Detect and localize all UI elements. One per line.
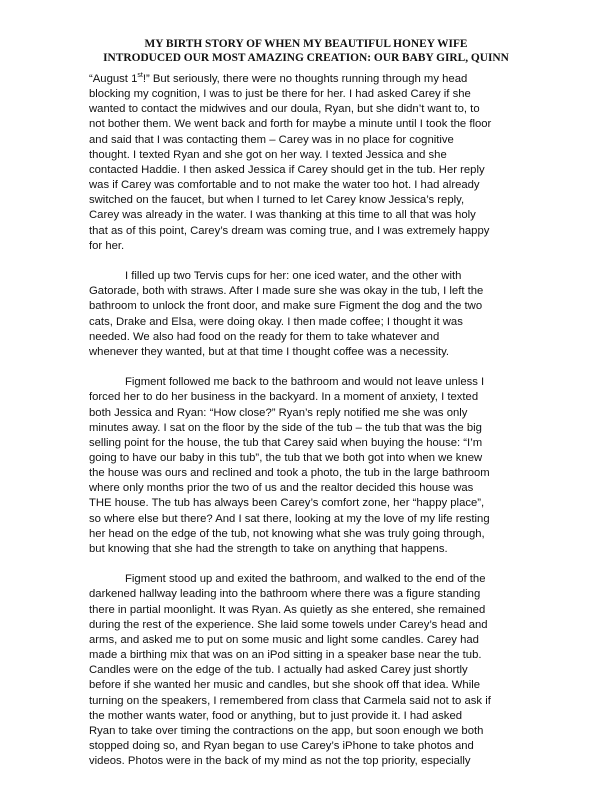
paragraph-line: bathroom to unlock the front door, and make sure Figment the dog and the two <box>89 300 483 313</box>
paragraph-line: that as of this point, Carey’s dream was coming true, and I was extremely happy <box>89 224 490 237</box>
paragraph-line: Figment stood up and exited the bathroom, and walked to the end of the <box>125 573 486 586</box>
paragraph-line: where only months prior the two of us and the realtor decided this house was <box>89 482 474 495</box>
paragraph-line: during the rest of the experience. She laid some towels under Carey’s head and <box>89 618 488 631</box>
paragraph-line: Carey was already in the water. I was thanking at this time to all that was holy <box>89 209 476 222</box>
paragraph-line: cats, Drake and Elsa, were doing okay. I then made coffee; I thought it was <box>89 315 463 328</box>
paragraph-line: Gatorade, both with straws. After I made sure she was okay in the tub, I left the <box>89 285 484 298</box>
paragraph-line: and said that I was contacting them – Carey was in no place for cognitive <box>89 133 454 146</box>
paragraph-2 <box>89 269 529 360</box>
paragraph-line: THE house. The tub has always been Carey’s comfort zone, her “happy place”, <box>89 497 485 510</box>
paragraph-line: her head on the edge of the tub, not knowing what she was truly going through, <box>89 527 485 540</box>
paragraph-line: thought. I texted Ryan and she got on her way. I texted Jessica and she <box>89 148 447 161</box>
paragraph-1 <box>89 72 529 254</box>
paragraph-line: the mother wants water, food or anything, but to just provide it. I had asked <box>89 709 463 722</box>
paragraph-line: needed. We also had food on the ready for them to take whatever and <box>89 330 440 343</box>
paragraph-line: made a birthing mix that was on an iPod sitting in a speaker base near the tub. <box>89 649 482 662</box>
paragraph-line: Figment followed me back to the bathroom and would not leave unless I <box>125 376 485 389</box>
paragraph-line: wanted to contact the midwives and our doula, Ryan, but she didn’t want to, to <box>89 103 480 116</box>
title-line-1: MY BIRTH STORY OF WHEN MY BEAUTIFUL HONEY WIFE <box>144 38 468 50</box>
document-title <box>60 37 552 65</box>
paragraph-line: minutes away. I sat on the floor by the side of the tub – the tub that was the big <box>89 421 482 434</box>
paragraph-line: going to have our baby in this tub”, the tub that we both got into when we knew <box>89 451 483 464</box>
paragraph-line: but knowing that she had the strength to take on anything that happens. <box>89 542 448 555</box>
paragraph-line: before if she wanted her music and candles, but she shook off that idea. While <box>89 679 481 692</box>
paragraph-line: Ryan to take over timing the contractions on the app, but soon enough we both <box>89 724 484 737</box>
paragraph-line: videos. Photos were in the back of my mind as not the top priority, especially <box>89 755 471 768</box>
paragraph-line: darkened hallway leading into the bathroom where there was a figure standing <box>89 588 481 601</box>
paragraph-line: I filled up two Tervis cups for her: one iced water, and the other with <box>125 270 462 283</box>
paragraph-3 <box>89 375 529 557</box>
ordinal-superscript: st <box>137 72 143 80</box>
paragraph-line: Candles were on the edge of the tub. I actually had asked Carey just shortly <box>89 664 468 677</box>
paragraph-line: turning on the speakers, I remembered from class that Carmela said not to ask if <box>89 694 491 707</box>
paragraph-line: selling point for the house, the tub that Carey said when buying the house: “I’m <box>89 436 483 449</box>
paragraph-line: switched on the faucet, but when I turned to let Carey know Jessica’s reply, <box>89 194 465 207</box>
paragraph-line: there in partial moonlight. It was Ryan. As quietly as she entered, she remained <box>89 603 486 616</box>
paragraph-line: not bother them. We went back and forth for maybe a minute until I took the floor <box>89 118 492 131</box>
paragraph-line: both Jessica and Ryan: “How close?” Ryan’s reply notified me she was only <box>89 406 468 419</box>
paragraph-line: was if Carey was comfortable and to not make the water too hot. I had already <box>89 179 480 192</box>
story-body <box>89 72 529 784</box>
paragraph-line: blocking my cognition, I was to just be there for her. I had asked Carey if she <box>89 88 471 101</box>
paragraph-line: arms, and asked me to put on some music and light some candles. Carey had <box>89 633 479 646</box>
title-line-2: INTRODUCED OUR MOST AMAZING CREATION: OUR BABY GIRL, QUINN <box>103 52 509 64</box>
paragraph-line: the house was ours and reclined and took a photo, the tub in the large bathroom <box>89 467 490 480</box>
paragraph-line: whenever they wanted, but at that time I thought coffee was a necessity. <box>89 345 450 358</box>
paragraph-line: for her. <box>89 239 125 252</box>
paragraph-line: contacted Haddie. I then asked Jessica if Carey should get in the tub. Her reply <box>89 163 485 176</box>
paragraph-line: “August 1st!” But seriously, there were no thoughts running through my head <box>89 72 468 85</box>
paragraph-line: so where else but there? And I sat there, looking at my the love of my life resting <box>89 512 490 525</box>
paragraph-line: forced her to do her business in the backyard. In a moment of anxiety, I texted <box>89 391 479 404</box>
paragraph-4 <box>89 572 529 769</box>
paragraph-line: stopped doing so, and Ryan began to use Carey’s iPhone to take photos and <box>89 739 474 752</box>
